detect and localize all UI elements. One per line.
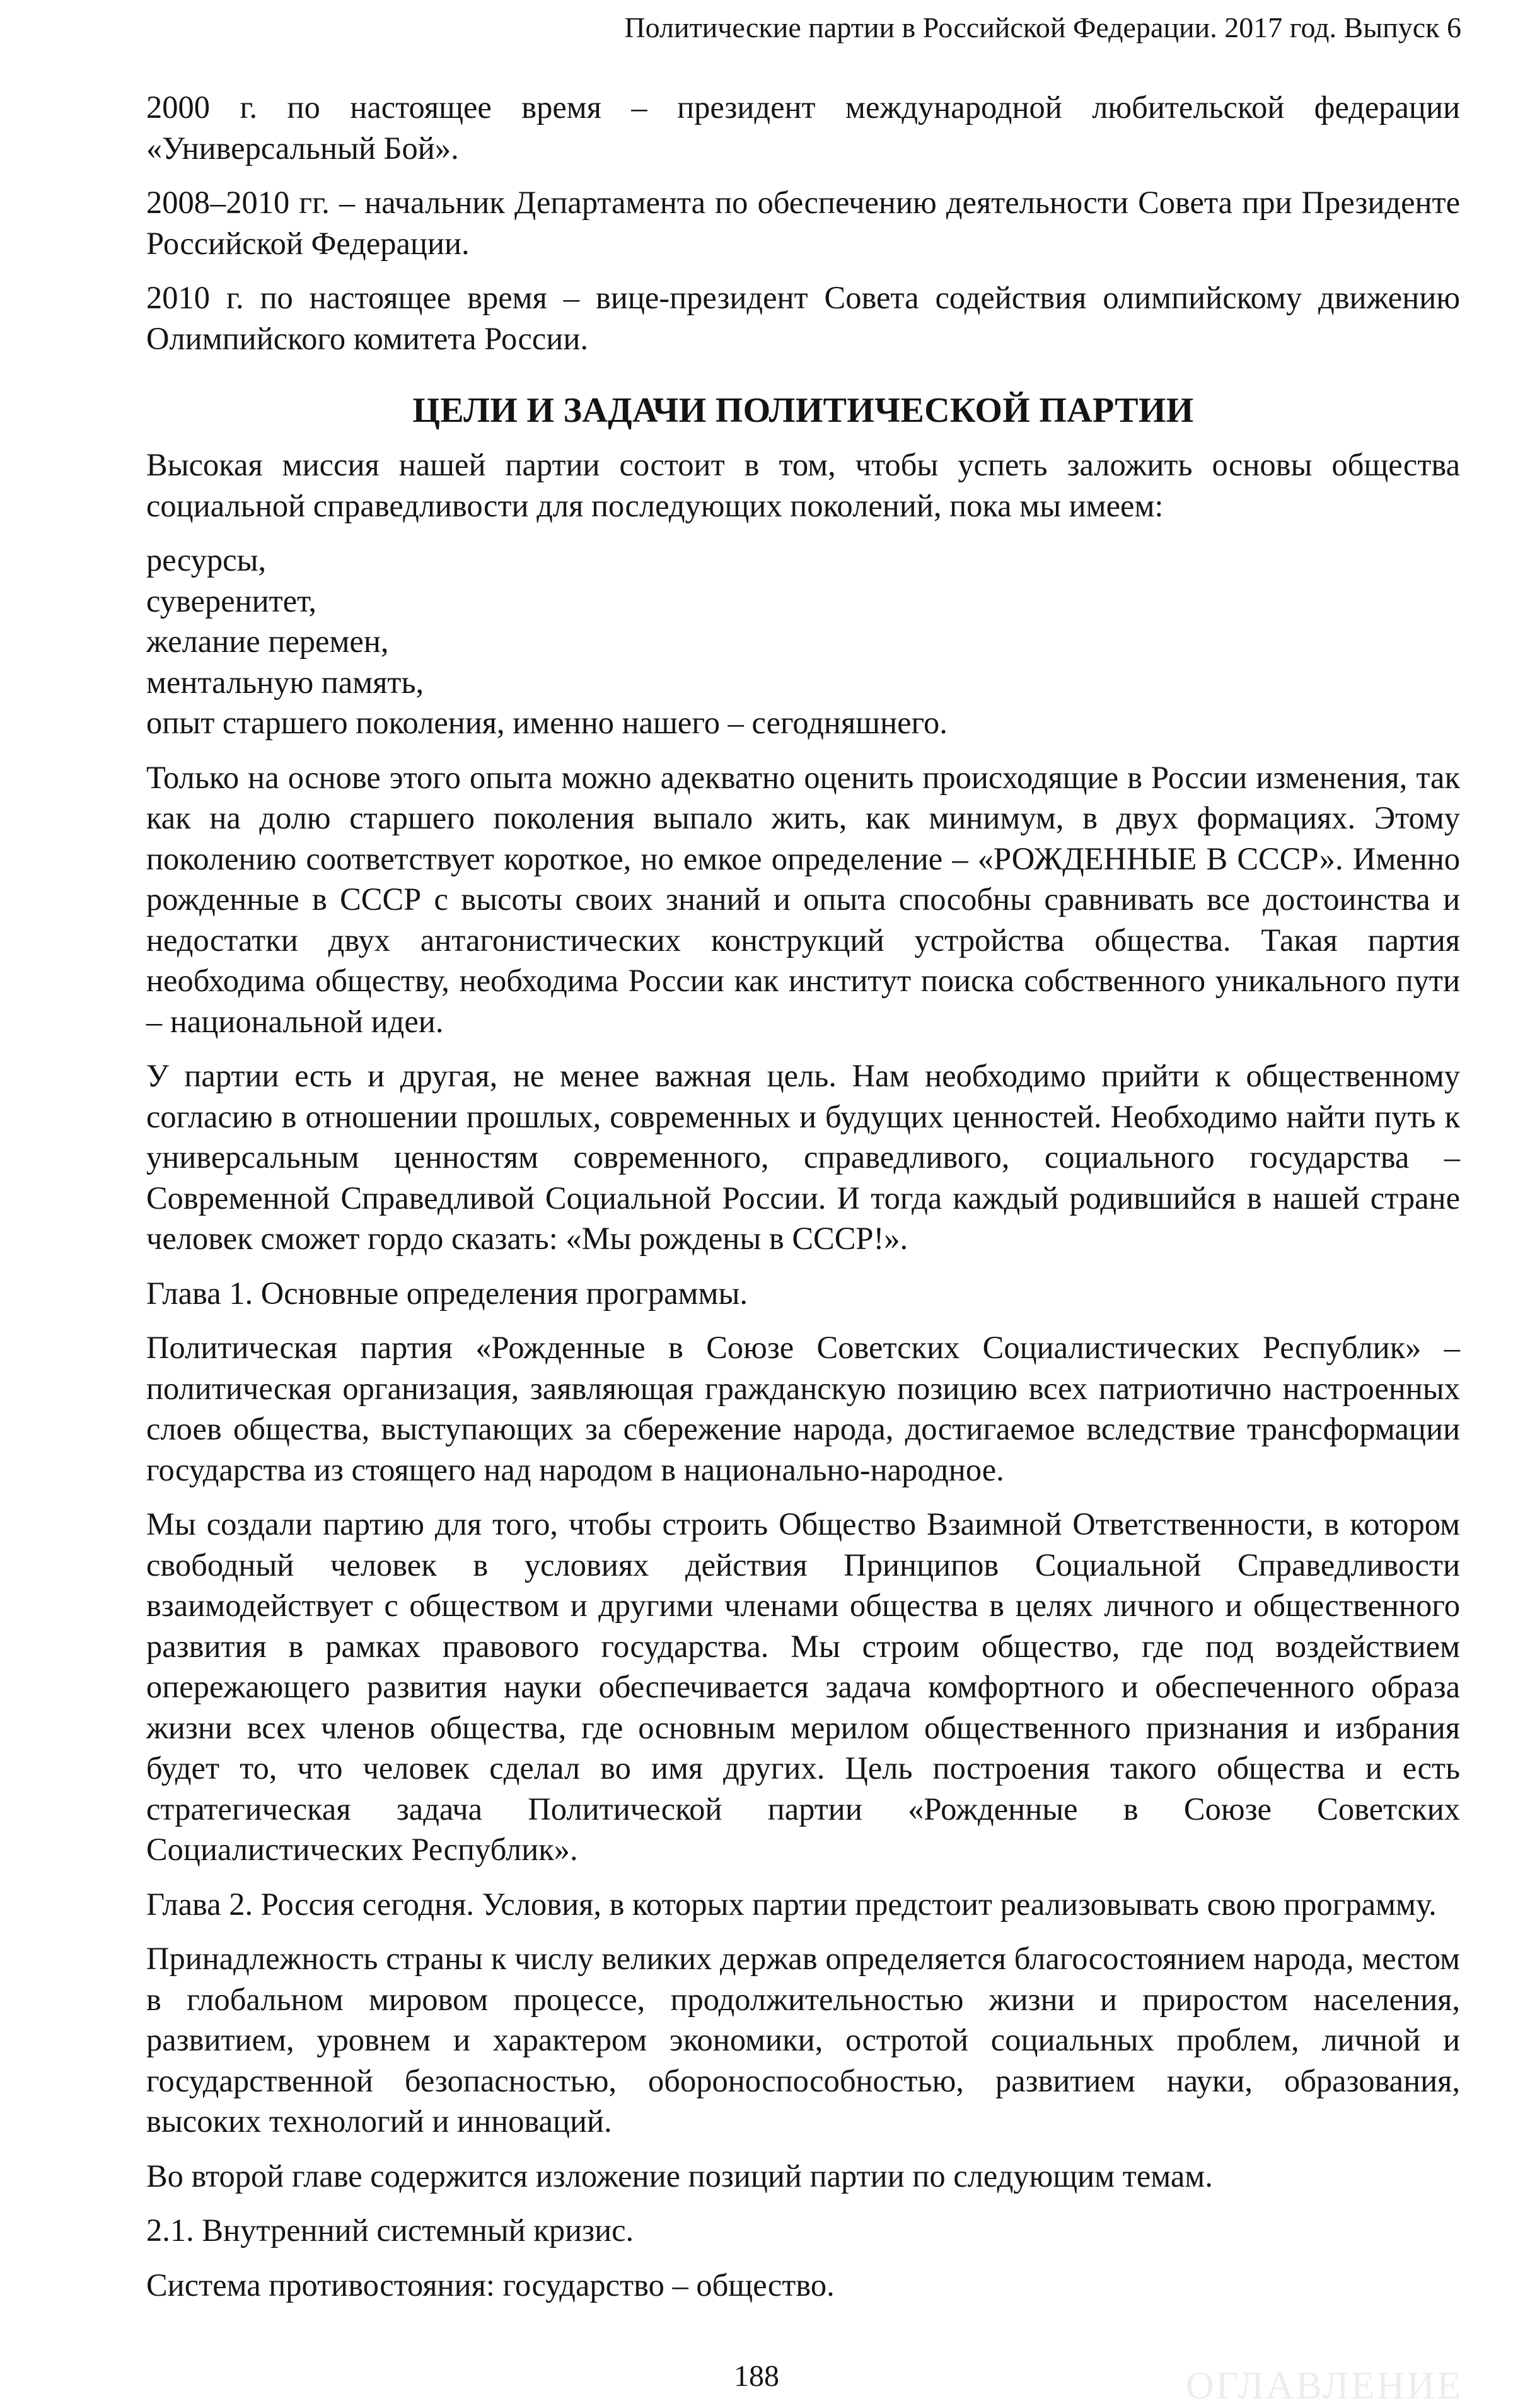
bio-entry: 2000 г. по настоящее время – президент международной любительской федерации «Универсальный Бой». bbox=[146, 90, 1460, 166]
running-header: Политические партии в Российской Федерации. 2017 год. Выпуск 6 bbox=[624, 11, 1461, 44]
body-paragraph: Мы создали партию для того, чтобы строить Общество Взаимной Ответственности, в котором свободный человек в условиях действия Принципов Социальной Справедливости взаимодействует с обществом и другими членами общества в целях личного и общественного развития в рамках правового государства. Мы строим общество, где под воздействием опережающего развития науки обеспечивается задача комфортного и обеспеченного образа жизни всех членов общества, где основным мерилом общественного признания и избрания будет то, что человек сделал во имя других. Цель построения такого общества и есть стратегическая задача Политической партии «Рожденные в Союзе Советских Социалистических Республик». bbox=[146, 1506, 1460, 1867]
body-paragraph: Политическая партия «Рожденные в Союзе Советских Социалистических Республик» – политическая организация, заявляющая гражданскую позицию всех патриотично настроенных слоев общества, выступающих за сбережение народа, достигаемое вследствие трансформации государства из стоящего над народом в национально-народное. bbox=[146, 1330, 1460, 1487]
section-heading: ЦЕЛИ И ЗАДАЧИ ПОЛИТИЧЕСКОЙ ПАРТИИ bbox=[412, 391, 1194, 430]
resources-list-item: суверенитет, bbox=[146, 583, 317, 619]
chapter-heading: Глава 1. Основные определения программы. bbox=[146, 1275, 748, 1311]
page-number: 188 bbox=[734, 2359, 779, 2393]
resources-list-item: желание перемен, bbox=[146, 624, 389, 659]
page-body bbox=[146, 87, 1460, 2319]
resources-list-item: ментальную память, bbox=[146, 664, 424, 700]
table-of-contents-link[interactable]: ОГЛАВЛЕНИЕ bbox=[1185, 2364, 1463, 2407]
intro-paragraph: Высокая миссия нашей партии состоит в том, чтобы успеть заложить основы общества социальной справедливости для последующих поколений, пока мы имеем: bbox=[146, 447, 1460, 523]
body-paragraph: Во второй главе содержится изложение позиций партии по следующим темам. bbox=[146, 2158, 1213, 2194]
body-paragraph: Система противостояния: государство – общество. bbox=[146, 2267, 835, 2303]
body-paragraph: Только на основе этого опыта можно адекватно оценить происходящие в России изменения, так как на долю старшего поколения выпало жить, как минимум, в двух формациях. Этому поколению соответствует короткое, но емкое определение – «РОЖДЕННЫЕ В СССР». Именно рожденные в СССР с высоты своих знаний и опыта способны сравнивать все достоинства и недостатки двух антагонистических конструкций устройства общества. Такая партия необходима обществу, необходима России как институт поиска собственного уникального пути – национальной идеи. bbox=[146, 759, 1460, 1039]
resources-list-item: опыт старшего поколения, именно нашего – сегодняшнего. bbox=[146, 705, 948, 740]
bio-entry: 2008–2010 гг. – начальник Департамента по обеспечению деятельности Совета при Президенте Российской Федерации. bbox=[146, 185, 1460, 261]
chapter-heading: Глава 2. Россия сегодня. Условия, в которых партии предстоит реализовывать свою программу. bbox=[146, 1886, 1437, 1922]
resources-list-item: ресурсы, bbox=[146, 542, 267, 578]
subsection-heading: 2.1. Внутренний системный кризис. bbox=[146, 2213, 634, 2248]
body-paragraph: У партии есть и другая, не менее важная цель. Нам необходимо прийти к общественному согласию в отношении прошлых, современных и будущих ценностей. Необходимо найти путь к универсальным ценностям современного, справедливого, социального государства – Современной Справедливой Социальной России. И тогда каждый родившийся в нашей стране человек сможет гордо сказать: «Мы рождены в СССР!». bbox=[146, 1058, 1460, 1256]
bio-entry: 2010 г. по настоящее время – вице-президент Совета содействия олимпийскому движению Олимпийского комитета России. bbox=[146, 280, 1460, 356]
body-paragraph: Принадлежность страны к числу великих держав определяется благосостоянием народа, местом в глобальном мировом процессе, продолжительностью жизни и приростом населения, развитием, уровнем и характером экономики, остротой социальных проблем, личной и государственной безопасностью, обороноспособностью, развитием науки, образования, высоких технологий и инноваций. bbox=[146, 1941, 1460, 2139]
